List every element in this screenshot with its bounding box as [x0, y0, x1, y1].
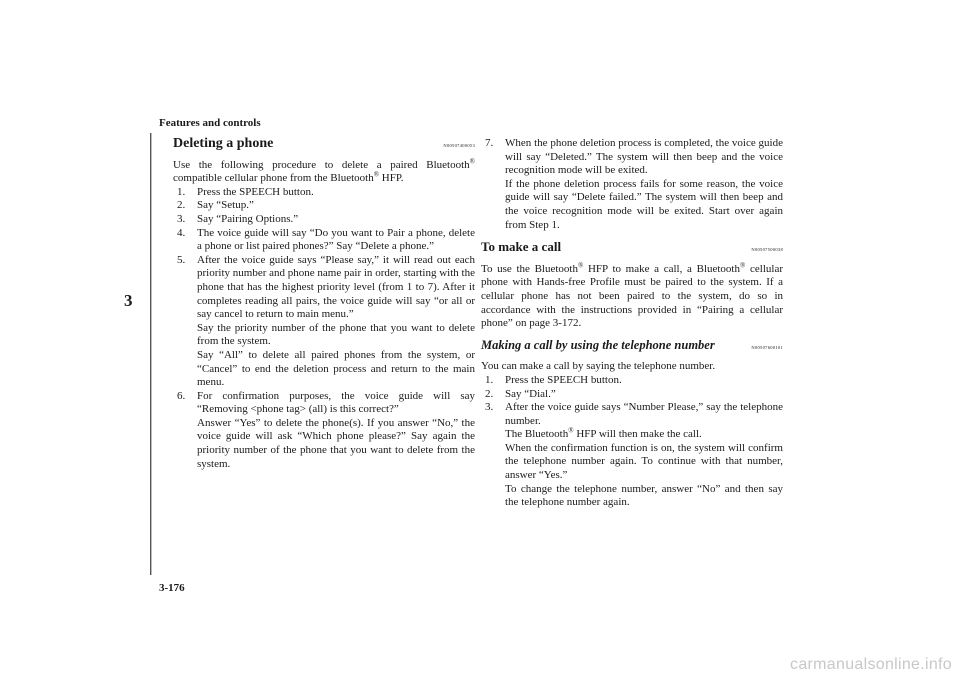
right-column — [481, 137, 783, 510]
chapter-tab: 3 — [124, 291, 133, 310]
intro-text-2: compatible cellular phone from the Bluetooth — [173, 172, 374, 185]
registered-mark: ® — [577, 261, 584, 270]
heading-code: N00507500038 — [751, 247, 783, 253]
tel-intro: You can make a call by saying the telephone number. — [481, 360, 716, 373]
page-number: 3-176 — [159, 582, 185, 594]
step-text-main: For confirmation purposes, the voice guide will say “Removing <phone tag> (all) is this correct?” — [197, 389, 475, 416]
list-item — [481, 401, 783, 510]
call-text-2: HFP to make a call, a Bluetooth — [583, 262, 740, 275]
step-text: Press the SPEECH button. — [505, 373, 622, 386]
registered-mark: ® — [373, 170, 380, 179]
step-text — [505, 137, 783, 232]
section-heading-telephone-number — [481, 339, 783, 355]
section-heading-deleting-phone — [173, 137, 475, 153]
intro-text-1: Use the following procedure to delete a paired Bluetooth — [173, 158, 470, 171]
list-item — [173, 227, 475, 254]
step-text — [197, 390, 475, 472]
call-text-3: cellular phone with Hands-free Profile must be paired to the system. If a cellular phone has not been paired to the system, do so in accordance with the instructions provided in “Pairing a cellular phone” on page 3-172. — [481, 262, 783, 330]
step-text — [197, 254, 475, 390]
list-item — [173, 254, 475, 390]
step-number: 1. — [485, 373, 494, 386]
registered-mark: ® — [740, 261, 746, 270]
call-paragraph — [481, 263, 783, 331]
dial-steps-list — [481, 374, 783, 510]
step-text-main: After the voice guide says “Please say,” it will read out each priority number and phone name pair in order, starting with the phone that has the highest priority level (from 1 to 7). After it completes reading all pairs, the voice guide will say “or all or say cancel to return to main menu.” — [197, 253, 475, 321]
step-text-extra: When the confirmation function is on, the system will confirm the telephone number again. To continue with that number, answer “Yes.” — [505, 441, 783, 482]
step-text: The voice guide will say “Do you want to Pair a phone, delete a phone or list paired phones?” Say “Delete a phone.” — [197, 226, 475, 253]
step-text: Say “Pairing Options.” — [197, 212, 299, 225]
intro-paragraph — [173, 156, 475, 186]
step-text: Say “Dial.” — [505, 387, 556, 400]
list-item — [481, 374, 783, 388]
heading-text: Deleting a phone — [173, 136, 274, 151]
step-number: 1. — [177, 185, 186, 198]
step-number: 3. — [485, 401, 494, 414]
step-text-extra: HFP will then make the call. — [573, 428, 702, 441]
step-text-extra: Say the priority number of the phone that you want to delete from the system. — [197, 321, 475, 348]
step-text-main: When the phone deletion process is completed, the voice guide will say “Deleted.” The system will then beep and the voice recognition mode will be exited. — [505, 137, 783, 177]
list-item — [173, 199, 475, 213]
step-text: Press the SPEECH button. — [197, 185, 314, 198]
step-text-extra: The Bluetooth — [505, 428, 569, 441]
section-header: Features and controls — [159, 117, 261, 129]
step-text-extra: If the phone deletion process fails for some reason, the voice guide will say “Delete failed.” The system will then beep and the voice recognition mode will be exited. Start over again from Step 1. — [505, 177, 783, 231]
step-number: 2. — [485, 387, 494, 400]
step-number: 5. — [177, 253, 186, 266]
step-text — [505, 401, 783, 510]
step-text-main: After the voice guide says “Number Please,” say the telephone number. — [505, 401, 783, 427]
list-item — [173, 213, 475, 227]
heading-code: N00507600101 — [751, 344, 783, 350]
step-number: 6. — [177, 389, 186, 402]
margin-rule-shadow — [151, 133, 152, 575]
step-number: 2. — [177, 199, 186, 212]
step-text-extra: Answer “Yes” to delete the phone(s). If you answer “No,” the voice guide will ask “Which phone please?” Say again the priority number of the phone that you want to delete from the system. — [197, 416, 475, 470]
watermark: carmanualsonline.info — [790, 656, 952, 673]
registered-mark: ® — [568, 426, 574, 435]
list-item — [173, 186, 475, 200]
list-item — [481, 137, 783, 232]
left-column — [173, 137, 475, 471]
intro-text-3: HFP. — [379, 172, 404, 185]
step-number: 3. — [177, 212, 186, 225]
step-number: 4. — [177, 226, 186, 239]
registered-mark: ® — [469, 156, 475, 165]
step-number: 7. — [485, 137, 494, 149]
call-text-1: To use the Bluetooth — [481, 262, 578, 275]
step-text-extra: To change the telephone number, answer “No” and then say the telephone number again. — [505, 482, 783, 509]
heading-text: Making a call by using the telephone number — [481, 337, 715, 352]
delete-steps-list — [173, 186, 475, 471]
list-item — [481, 388, 783, 402]
step-text: Say “Setup.” — [197, 199, 254, 212]
heading-code: N00507400053 — [443, 143, 475, 148]
list-item — [173, 390, 475, 472]
section-heading-make-call — [481, 240, 783, 257]
step-text-extra: Say “All” to delete all paired phones from the system, or “Cancel” to end the deletion process and return to the main menu. — [197, 348, 475, 389]
heading-text: To make a call — [481, 239, 562, 255]
